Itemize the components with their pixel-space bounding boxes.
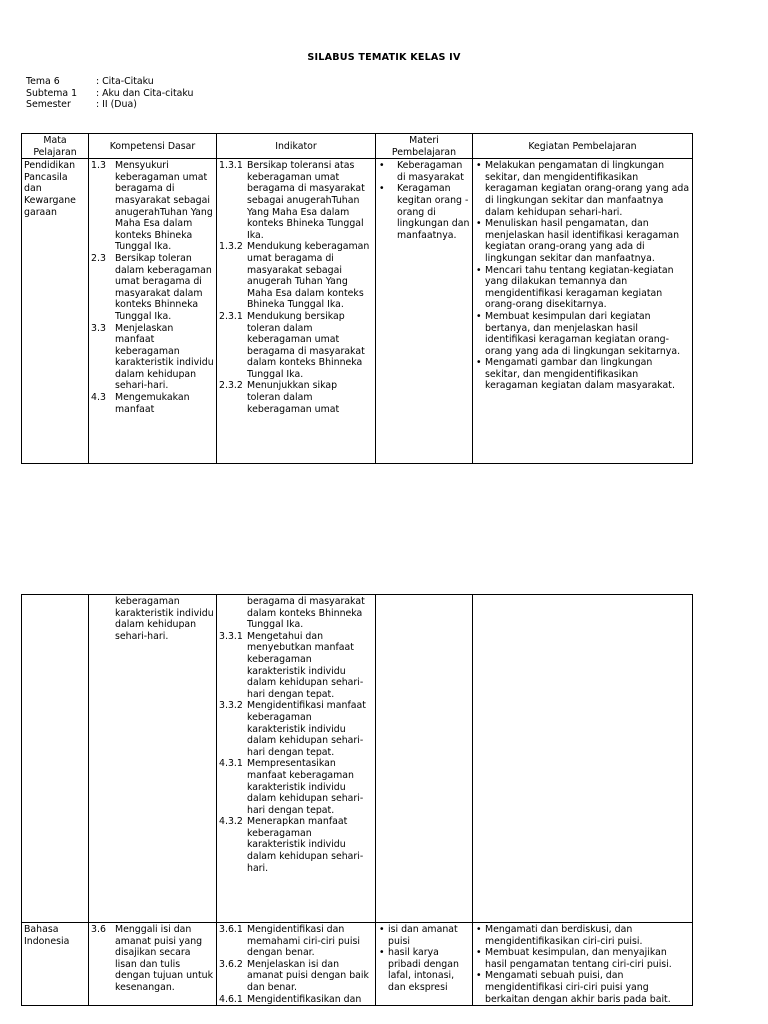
list-item: • Keberagaman di masyarakat xyxy=(379,160,464,183)
header-kompetensi-dasar: Kompetensi Dasar xyxy=(89,134,217,159)
kegiatan-cell xyxy=(473,159,693,464)
list-item: 3.6 Menggali isi dan amanat puisi yang disajikan secara lisan dan tulis dengan tujuan untuk kesenangan. xyxy=(91,924,214,993)
table-row xyxy=(22,159,693,464)
header-materi: Materi Pembelajaran xyxy=(376,134,473,159)
list-item: 3.3.1 Mengetahui dan menyebutkan manfaat keberagaman karakteristik individu dalam kehidupan sehari-hari dengan tepat. xyxy=(219,630,364,700)
table-header-row xyxy=(22,134,693,159)
indikator-continuation: beragama di masyarakat dalam konteks Bhinneka Tunggal Ika. xyxy=(247,596,365,631)
list-item: • isi dan amanat puisi xyxy=(379,924,458,947)
header-kegiatan: Kegiatan Pembelajaran xyxy=(473,134,693,159)
materi-cell xyxy=(376,159,473,464)
kd-continuation: keberagaman karakteristik individu dalam kehidupan sehari-hari. xyxy=(115,596,214,642)
list-item: 4.3.2 Menerapkan manfaat keberagaman karakteristik individu dalam kehidupan sehari-hari. xyxy=(219,816,364,874)
list-item: 2.3 Bersikap toleran dalam keberagaman umat beragama di masyarakat dalam konteks Bhinneka Tunggal Ika. xyxy=(91,252,212,322)
bullet-icon: • xyxy=(476,310,482,322)
list-item: 2.3.2 Menunjukkan sikap toleran dalam keberagaman umat xyxy=(219,380,340,415)
kd-cell xyxy=(89,159,217,464)
list-item: • Menuliskan hasil pengamatan, dan menjelaskan hasil identifikasi keragaman kegiatan orang-orang yang ada di lingkungan sekitar dan manfaatnya. xyxy=(476,218,680,264)
document-meta xyxy=(26,76,193,111)
syllabus-table-page-1 xyxy=(21,133,693,464)
kegiatan-cell xyxy=(473,923,693,1006)
list-item: 1.3.1 Bersikap toleransi atas keberagaman umat beragama di masyarakat sebagai anugerahTuhan Yang Maha Esa dalam konteks Bhineka Tunggal Ika. xyxy=(219,160,365,241)
meta-tema xyxy=(26,76,193,88)
meta-value: : Cita-Citaku xyxy=(96,76,154,87)
list-item: 3.6.2 Menjelaskan isi dan amanat puisi dengan baik dan benar. xyxy=(219,958,369,993)
list-item: 4.3 Mengemukakan manfaat xyxy=(91,392,190,415)
meta-semester xyxy=(26,99,193,111)
list-item: • Melakukan pengamatan di lingkungan sekitar, dan mengidentifikasikan keragaman kegiatan orang-orang yang ada di lingkungan sekitar dan manfaatnya dalam kehidupan sehari-hari. xyxy=(476,160,690,218)
list-item: • Membuat kesimpulan, dan menyajikan hasil pengamatan tentang ciri-ciri puisi. xyxy=(476,947,672,970)
indikator-cell xyxy=(217,923,376,1006)
meta-label: Tema 6 xyxy=(26,76,60,87)
list-item: • Mencari tahu tentang kegiatan-kegiatan yang dilakukan temannya dan mengidentifikasi keragaman kegiatan orang-orang disekitarnya. xyxy=(476,264,674,311)
list-item: 4.3.1 Mempresentasikan manfaat keberagaman karakteristik individu dalam kehidupan sehari-hari dengan tepat. xyxy=(219,758,364,816)
subject-cell: Bahasa Indonesia xyxy=(22,923,89,1006)
list-item: • Mengamati sebuah puisi, dan mengidentifikasi ciri-ciri puisi yang berkaitan dengan akhir baris pada bait. xyxy=(476,970,671,1005)
materi-cell xyxy=(376,923,473,1006)
header-indikator: Indikator xyxy=(217,134,376,159)
bullet-icon: • xyxy=(476,947,482,959)
subject-cell xyxy=(22,595,89,923)
indikator-cell xyxy=(217,159,376,464)
list-item: • Mengamati gambar dan lingkungan sekitar, dan mengidentifikasikan keragaman kegiatan dalam masyarakat. xyxy=(476,357,675,392)
meta-label: Semester xyxy=(26,99,71,111)
table-row xyxy=(22,923,693,1006)
bullet-icon: • xyxy=(476,264,482,276)
meta-value: : II (Dua) xyxy=(96,99,137,111)
bullet-icon: • xyxy=(379,160,385,172)
list-item: • Mengamati dan berdiskusi, dan mengidentifikasikan ciri-ciri puisi. xyxy=(476,924,643,947)
bullet-icon: • xyxy=(476,218,482,230)
list-item: 4.6.1 Mengidentifikasikan dan xyxy=(219,993,362,1004)
list-item: 2.3.1 Mendukung bersikap toleran dalam keberagaman umat beragama di masyarakat dalam konteks Bhinneka Tunggal Ika. xyxy=(219,310,365,380)
bullet-icon: • xyxy=(476,160,482,172)
meta-label: Subtema 1 xyxy=(26,87,78,99)
bullet-icon: • xyxy=(379,947,385,959)
list-item: • hasil karya pribadi dengan lafal, intonasi, dan ekspresi xyxy=(379,947,459,993)
syllabus-table-page-2 xyxy=(21,594,693,1006)
list-item: 1.3 Mensyukuri keberagaman umat beragama di masyarakat sebagai anugerahTuhan Yang Maha Esa dalam konteks Bhineka Tunggal Ika. xyxy=(91,160,213,253)
document-title: SILABUS TEMATIK KELAS IV xyxy=(307,52,461,63)
kd-cell xyxy=(89,923,217,1006)
header-mata-pelajaran: Mata Pelajaran xyxy=(22,134,89,159)
subject-cell: Pendidikan Pancasila dan Kewargane garaan xyxy=(22,159,89,464)
kegiatan-cell xyxy=(473,595,693,923)
list-item: 3.3.2 Mengidentifikasi manfaat keberagaman karakteristik individu dalam kehidupan sehari-hari dengan tepat. xyxy=(219,700,366,758)
bullet-icon: • xyxy=(476,970,482,982)
table-row xyxy=(22,595,693,923)
kd-cell xyxy=(89,595,217,923)
bullet-icon: • xyxy=(379,183,385,195)
indikator-cell xyxy=(217,595,376,923)
meta-value: : Aku dan Cita-citaku xyxy=(96,87,194,99)
materi-cell xyxy=(376,595,473,923)
bullet-icon: • xyxy=(476,924,482,935)
list-item: 1.3.2 Mendukung keberagaman umat beragama di masyarakat sebagai anugerah Tuhan Yang Maha Esa dalam konteks Bhineka Tunggal Ika. xyxy=(219,241,370,311)
list-item: • Membuat kesimpulan dari kegiatan bertanya, dan menjelaskan hasil identifikasi keragaman kegiatan orang-orang yang ada di lingkungan sekitarnya. xyxy=(476,310,681,357)
list-item: 3.6.1 Mengidentifikasi dan memahami ciri-ciri puisi dengan benar. xyxy=(219,924,360,959)
bullet-icon: • xyxy=(379,924,385,935)
bullet-icon: • xyxy=(476,357,482,369)
meta-subtema xyxy=(26,88,193,100)
list-item: • Keragaman kegitan orang -orang di lingkungan dan manfaatnya. xyxy=(379,183,470,241)
list-item: 3.3 Menjelaskan manfaat keberagaman karakteristik individu dalam kehidupan sehari-hari. xyxy=(91,322,214,392)
